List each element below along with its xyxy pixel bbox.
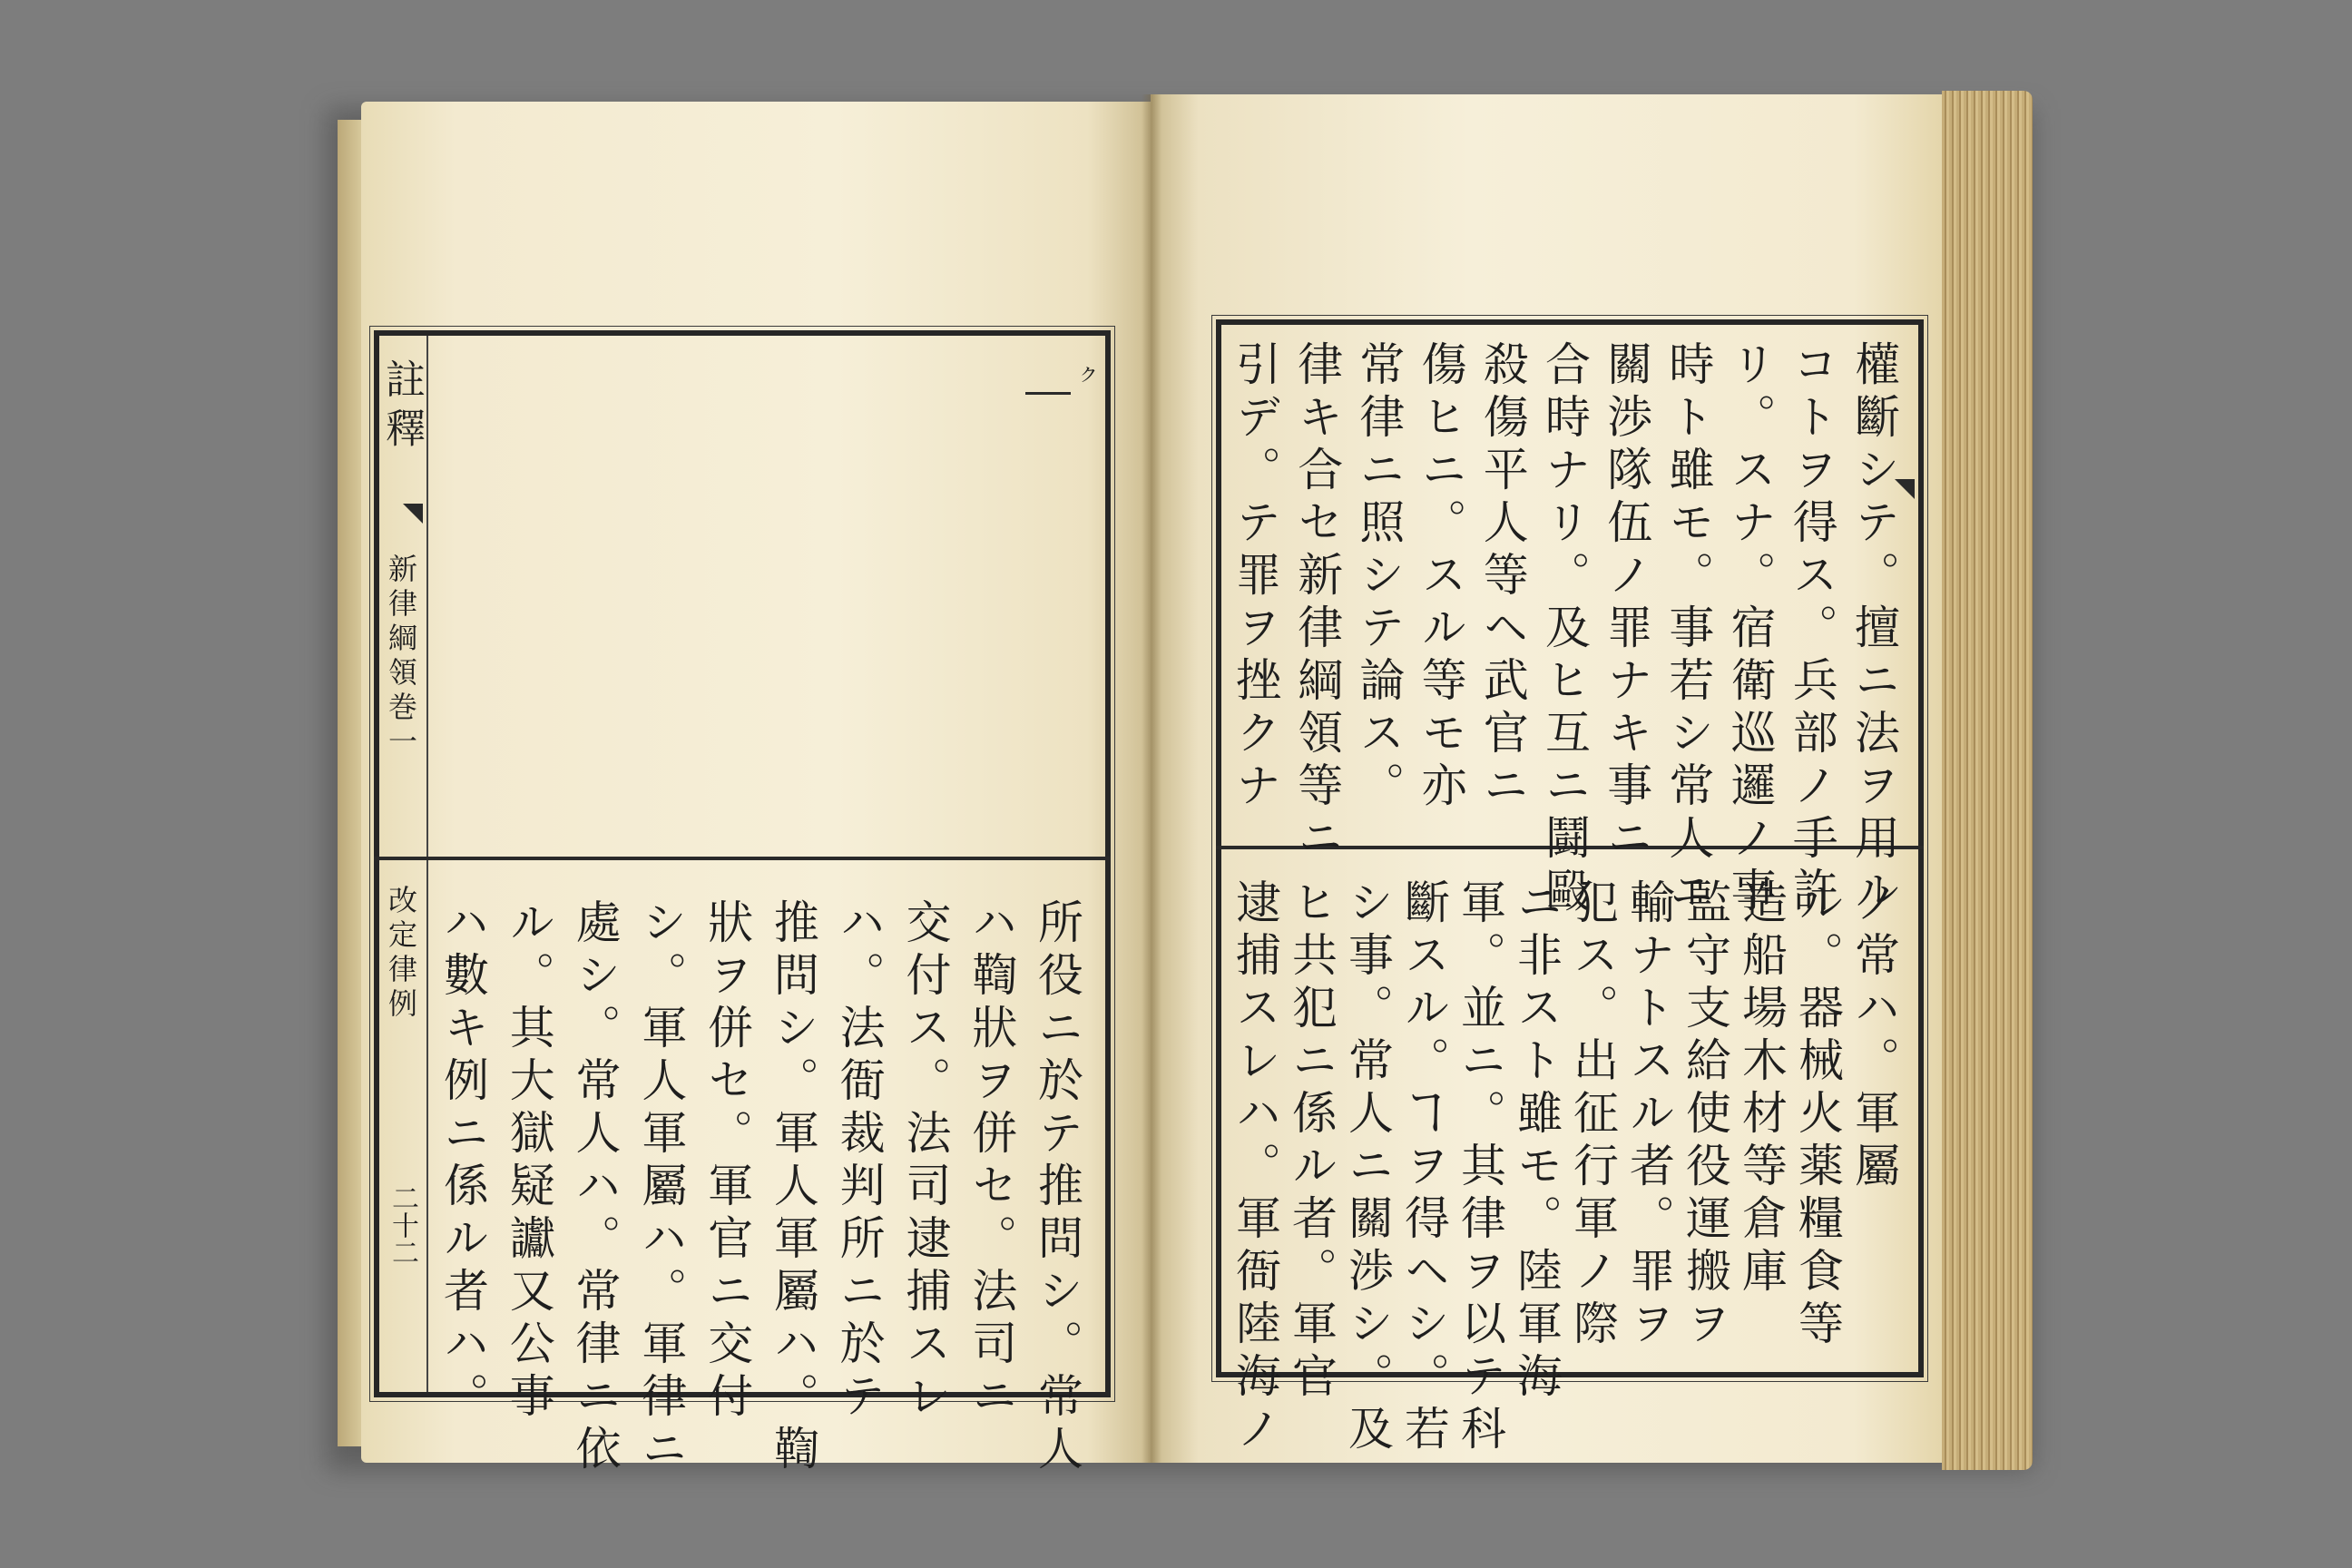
text-column: ル。器械火薬糧食等 xyxy=(1791,878,1844,1352)
corner-mark: ㇰ xyxy=(1069,363,1096,390)
text-column: ル。其大獄疑讞又公事 xyxy=(502,898,555,1425)
text-column: 引デ。テ罪ヲ挫クナ xyxy=(1229,340,1281,814)
text-column: ハ數キ例ニ係ル者ハ。 xyxy=(436,898,489,1425)
annotation-title: 註釋 xyxy=(378,358,425,456)
text-column: リ。スナ。宿衛巡邏ノ事 xyxy=(1723,340,1777,919)
text-column: 軍。並ニ。其律ヲ以テ科 xyxy=(1454,878,1506,1457)
page-edges xyxy=(1942,91,2033,1470)
text-column: 造船場木材等倉庫 xyxy=(1735,878,1788,1299)
left-page-divider xyxy=(374,857,1111,860)
text-column: ヒ共犯ニ係ル者。軍官 xyxy=(1285,878,1338,1405)
text-column: 常律ニ照シテ論ス。 xyxy=(1352,340,1406,814)
text-column: 狀ヲ併セ。軍官ニ交付 xyxy=(701,898,754,1425)
book-title: 新律綱領巻一 xyxy=(384,554,418,760)
text-column: 合時ナリ。及ヒ互ニ鬪毆 xyxy=(1538,340,1591,919)
text-column: ニ非スト雖モ。陸軍海 xyxy=(1510,878,1563,1405)
text-column: 犯ス。出征行軍ノ際 xyxy=(1566,878,1619,1352)
text-column: コトヲ得ス。兵部ノ手許 xyxy=(1785,340,1838,919)
text-column: 關渉隊伍ノ罪ナキ事ニ xyxy=(1600,340,1653,867)
text-column: 監守支給使役運搬ヲ xyxy=(1679,878,1731,1352)
text-column: ハ。法衙裁判所ニ於テ xyxy=(832,898,886,1425)
text-column: 交付ス。法司逮捕スレ xyxy=(898,898,952,1425)
section-label: 改定律例 xyxy=(384,885,418,1023)
text-column: 逮捕スレハ。軍衙陸海ノ xyxy=(1229,878,1281,1457)
text-column: ノ常ハ。軍屬 xyxy=(1847,878,1900,1194)
corner-line xyxy=(1025,392,1071,395)
text-column: 斷スル。ヿヲ得ヘシ。若 xyxy=(1397,878,1450,1457)
text-column: 所役ニ於テ推問シ。常人 xyxy=(1031,898,1083,1477)
text-column: シ。軍人軍屬ハ。軍律ニ xyxy=(634,898,688,1477)
text-column: 輸ナトスル者。罪ヲ xyxy=(1622,878,1675,1352)
text-column: 權斷シテ。擅ニ法ヲ用ル xyxy=(1847,340,1900,919)
text-column: 時ト雖モ。事若シ常人ニ xyxy=(1661,340,1715,919)
text-column: 律キ合セ新律綱領等ニ xyxy=(1290,340,1344,867)
text-column: 殺傷平人等ヘ武官ニ xyxy=(1475,340,1529,814)
text-column: シ事。常人ニ關渉シ。及 xyxy=(1341,878,1394,1457)
text-column: 傷ヒニ。スル等モ亦 xyxy=(1414,340,1467,814)
text-column: 處シ。常人ハ。常律ニ依 xyxy=(568,898,622,1477)
book-gutter xyxy=(1142,94,1161,1463)
page-number: 二十二 xyxy=(387,1184,418,1266)
text-column: 推問シ。軍人軍屬ハ。鞫 xyxy=(766,898,819,1477)
text-column: ハ鞫狀ヲ併セ。法司ニ xyxy=(965,898,1018,1425)
left-margin-divider xyxy=(426,336,428,1392)
fishtail-mark xyxy=(403,504,423,524)
